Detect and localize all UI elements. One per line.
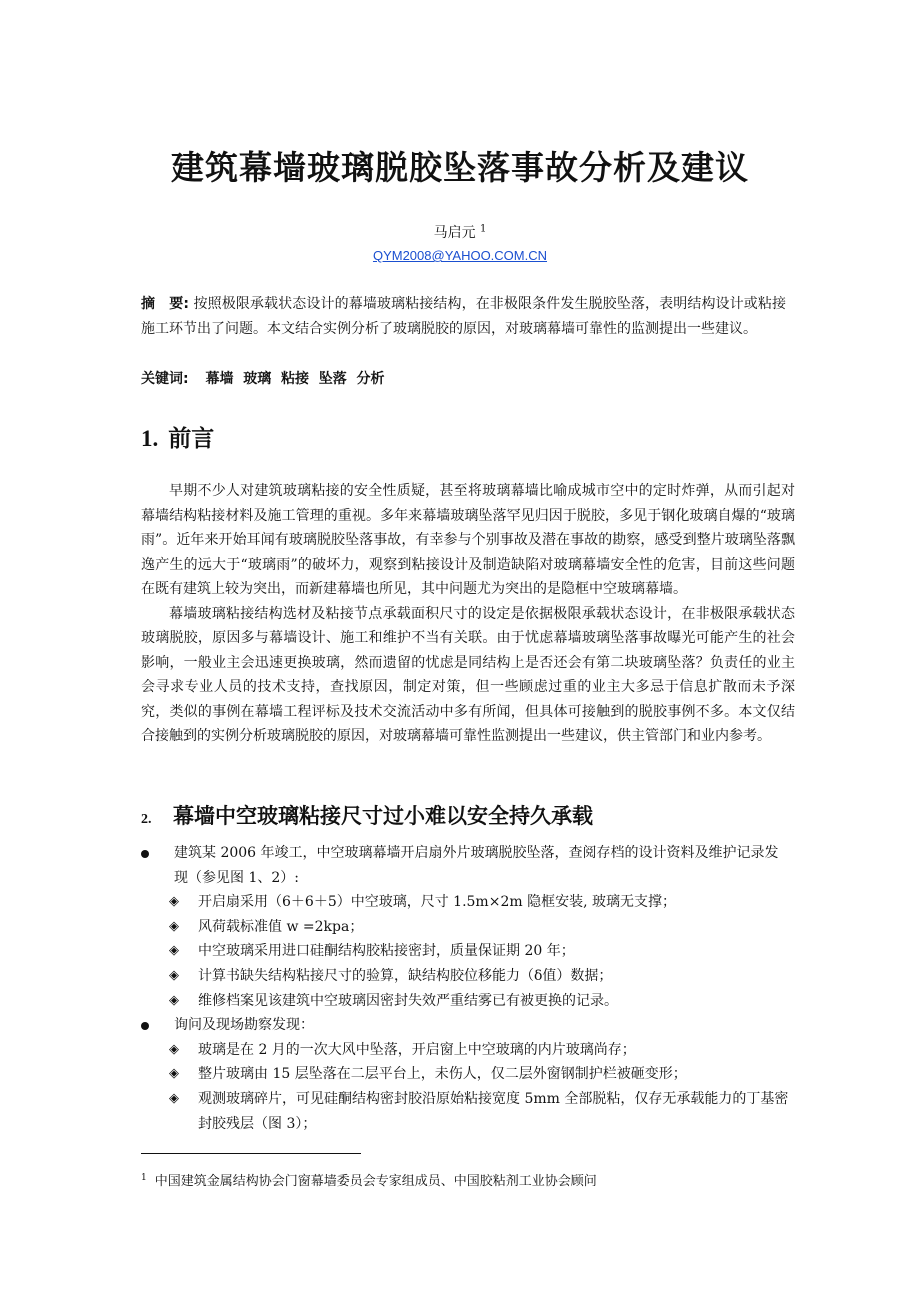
bullet-dot-icon xyxy=(141,850,149,858)
sub-list-item-text: 玻璃是在 2 月的一次大风中坠落，开启窗上中空玻璃的内片玻璃尚存； xyxy=(198,1041,636,1058)
bullet-dot-icon xyxy=(141,1022,149,1030)
sub-list-item xyxy=(141,989,791,1014)
paragraph: 早期不少人对建筑玻璃粘接的安全性质疑，甚至将玻璃幕墙比喻成城市空中的定时炸弹，从而引起对幕墙结构粘接材料及施工管理的重视。多年来幕墙玻璃坠落罕见归因于脱胶，多见于钢化玻璃自爆的“玻璃雨”。近年来开始耳闻有玻璃脱胶坠落事故，有幸参与个别事故及潜在事故的勘察，感受到整片玻璃坠落飘逸产生的远大于“玻璃雨”的破坏力，观察到粘接设计及制造缺陷对玻璃幕墙安全性的危害，目前这些问题在既有建筑上较为突出，而新建幕墙也所见，其中问题尤为突出的是隐框中空玻璃幕墙。 xyxy=(141,483,795,597)
sub-list-item-text: 中空玻璃采用进口硅酮结构胶粘接密封，质量保证期 20 年； xyxy=(198,943,575,960)
abstract-label: 摘 要: xyxy=(141,296,189,312)
paragraph: 幕墙玻璃粘接结构选材及粘接节点承载面积尺寸的设定是依据极限承载状态设计，在非极限承载状态玻璃脱胶，原因多与幕墙设计、施工和维护不当有关联。由于忧虑幕墙玻璃坠落事故曝光可能产生的社会影响，一般业主会迅速更换玻璃，然而遗留的忧虑是同结构上是否还会有第二块玻璃坠落？负责任的业主会寻求专业人员的技术支持，查找原因，制定对策，但一些顾虑过重的业主大多忌于信息扩散而未予深究，类似的事例在幕墙工程评标及技术交流活动中多有所闻，但具体可接触到的脱胶事例不多。本文仅结合接触到的实例分析玻璃脱胶的原因，对玻璃幕墙可靠性监测提出一些建议，供主管部门和业内参考。 xyxy=(141,605,795,744)
abstract xyxy=(141,292,786,342)
sub-list-item-text: 维修档案见该建筑中空玻璃因密封失效严重结雾已有被更换的记录。 xyxy=(198,992,618,1009)
list-item xyxy=(141,1013,791,1038)
sub-list-item-text: 观测玻璃碎片，可见硅酮结构密封胶沿原始粘接宽度 5mm 全部脱粘，仅存无承载能力的丁基密封胶残层（图 3）； xyxy=(198,1090,789,1132)
diamond-bullet-icon: ◈ xyxy=(169,1041,179,1057)
section-1-title: 前言 xyxy=(168,426,215,452)
author-name: 马启元 xyxy=(433,225,476,241)
section-1-heading xyxy=(141,420,214,453)
sub-list-item xyxy=(141,890,791,915)
sub-list-item-text: 风荷载标准值 w =2kpa； xyxy=(198,918,364,935)
section-1-body xyxy=(141,479,795,749)
diamond-bullet-icon: ◈ xyxy=(169,992,179,1008)
list-item-text: 建筑某 2006 年竣工，中空玻璃幕墙开启扇外片玻璃脱胶坠落，查阅存档的设计资料及维护记录发现（参见图 1、2）: xyxy=(174,845,779,886)
sub-list-item-text: 整片玻璃由 15 层坠落在二层平台上，未伤人，仅二层外窗钢制护栏被砸变形； xyxy=(198,1066,687,1083)
diamond-bullet-icon: ◈ xyxy=(169,1090,179,1106)
section-2-number: 2. xyxy=(141,812,152,827)
list-item-text: 询问及现场勘察发现： xyxy=(174,1017,314,1034)
author-line xyxy=(0,222,920,242)
sub-list-item-text: 计算书缺失结构粘接尺寸的验算，缺结构胶位移能力（δ值）数据； xyxy=(198,967,613,984)
sub-list-item xyxy=(141,1062,791,1087)
sub-list-item-text: 开启扇采用（6＋6＋5）中空玻璃，尺寸 1.5m×2m 隐框安装, 玻璃无支撑； xyxy=(198,894,676,911)
keywords xyxy=(141,368,384,388)
list-item xyxy=(141,841,791,890)
author-email-link[interactable]: QYM2008@YAHOO.COM.CN xyxy=(372,248,548,263)
footnote-divider xyxy=(141,1153,361,1154)
page-title: 建筑幕墙玻璃脱胶坠落事故分析及建议 xyxy=(171,148,749,187)
diamond-bullet-icon: ◈ xyxy=(169,918,179,934)
diamond-bullet-icon: ◈ xyxy=(169,1066,179,1082)
section-2-title: 幕墙中空玻璃粘接尺寸过小难以安全持久承载 xyxy=(173,804,593,828)
sub-list-item xyxy=(141,915,791,940)
footnote-text: 中国建筑金属结构协会门窗幕墙委员会专家组成员、中国胶粘剂工业协会顾问 xyxy=(154,1174,597,1189)
section-1-number: 1. xyxy=(141,426,159,451)
footnote xyxy=(141,1170,597,1189)
sub-list-item xyxy=(141,1087,791,1136)
author-footnote-marker: 1 xyxy=(480,223,487,235)
sub-list-item xyxy=(141,1038,791,1063)
section-2-list xyxy=(141,841,791,1136)
keywords-list: 幕墙 玻璃 粘接 坠落 分析 xyxy=(205,371,385,387)
abstract-text: 按照极限承载状态设计的幕墙玻璃粘接结构，在非极限条件发生脱胶坠落，表明结构设计或粘接施工环节出了问题。本文结合实例分析了玻璃脱胶的原因，对玻璃幕墙可靠性的监测提出一些建议。 xyxy=(141,296,786,337)
sub-list-item xyxy=(141,964,791,989)
diamond-bullet-icon: ◈ xyxy=(169,943,179,959)
footnote-marker: 1 xyxy=(141,1172,147,1183)
keywords-label: 关键词: xyxy=(141,371,189,387)
diamond-bullet-icon: ◈ xyxy=(169,967,179,983)
sub-list-item xyxy=(141,939,791,964)
section-2-heading xyxy=(141,800,593,830)
diamond-bullet-icon: ◈ xyxy=(169,894,179,910)
